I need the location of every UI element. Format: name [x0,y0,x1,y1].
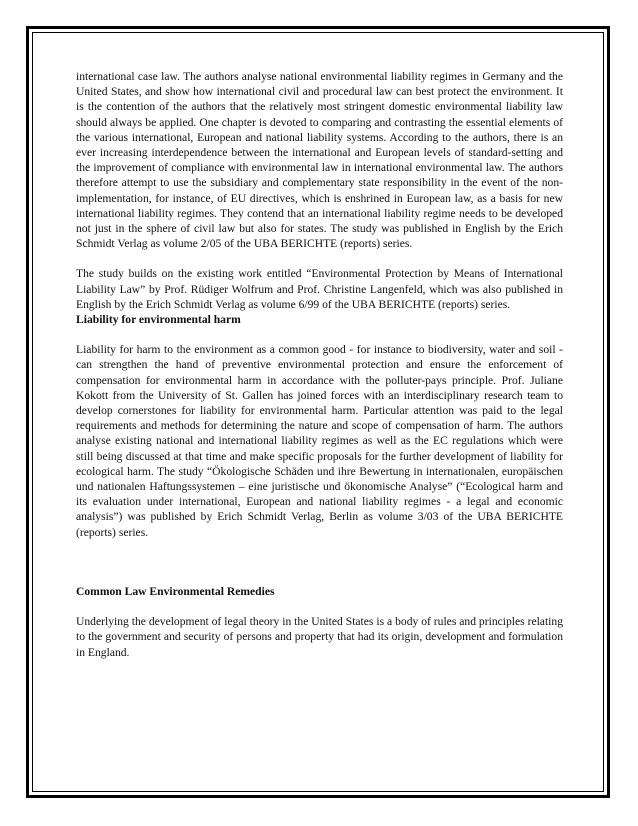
document-body [76,69,563,660]
paragraph-international-case-law: international case law. The authors analyse national environmental liability regimes in Germany and the United States, and show how international civil and procedural law can best protect the environment. It is the contention of the authors that the relatively most stringent domestic environmental liability law should always be applied. One chapter is devoted to comparing and contrasting the essential elements of the various international, European and national liability systems. According to the authors, there is an ever increasing interdependence between the international and European levels of standard-setting and the improvement of compliance with environmental law in international environmental law. The authors therefore attempt to use the subsidiary and complementary state responsibility in the event of the non-implementation, for instance, of EU directives, which is enshrined in European law, as a basis for new international liability regimes. They contend that an international liability regime needs to be developed not just in the sphere of civil law but also for states. The study was published in English by the Erich Schmidt Verlag as volume 2/05 of the UBA BERICHTE (reports) series. [76,70,563,251]
paragraph-liability-harm: Liability for harm to the environment as a common good - for instance to biodiversity, water and soil - can strengthen the hand of preventive environmental protection and ensure the enforcement of compensation for environmental harm in accordance with the polluter-pays principle. Prof. Juliane Kokott from the University of St. Gallen has joined forces with an interdisciplinary research team to develop cornerstones for liability for environmental harm. Particular attention was paid to the legal requirements and methods for determining the nature and scope of compensation of harm. The authors analyse existing national and international liability regimes as well as the EC regulations which were still being discussed at that time and make specific proposals for the further development of liability for ecological harm. The study “Ökologische Schäden und ihre Bewertung in internationalen, europäischen und nationalen Haftungssystemen – eine juristische und ökonomische Analyse” (“Ecological harm and its evaluation under international, European and national liability regimes - a legal and economic analysis”) was published by Erich Schmidt Verlag, Berlin as volume 3/03 of the UBA BERICHTE (reports) series. [76,343,563,539]
heading-common-law-remedies: Common Law Environmental Remedies [76,584,275,598]
paragraph-underlying-development: Underlying the development of legal theory in the United States is a body of rules and principles relating to the government and security of persons and property that had its origin, development and formulation in England. [76,615,563,659]
heading-liability-environmental-harm: Liability for environmental harm [76,313,241,327]
paragraph-study-builds: The study builds on the existing work entitled “Environmental Protection by Means of International Liability Law” by Prof. Rüdiger Wolfrum and Prof. Christine Langenfeld, which was also published in English by the Erich Schmidt Verlag as volume 6/99 of the UBA BERICHTE (reports) series. [76,267,563,311]
